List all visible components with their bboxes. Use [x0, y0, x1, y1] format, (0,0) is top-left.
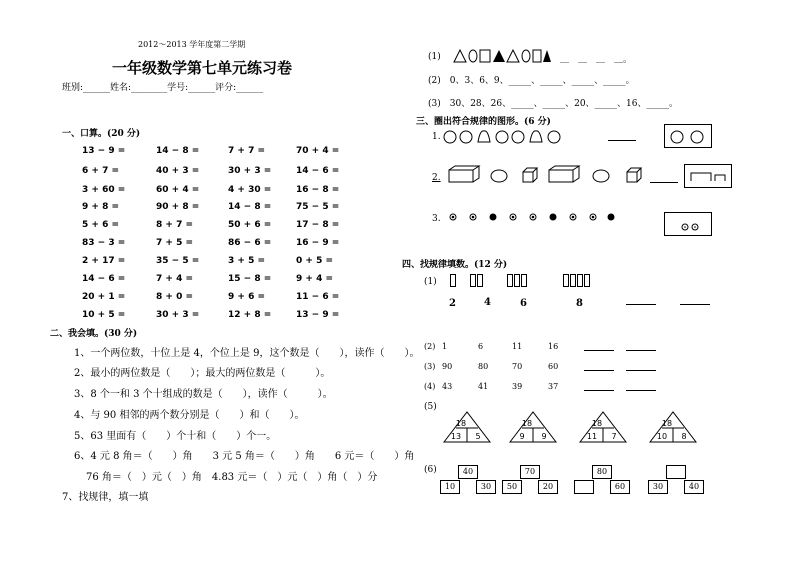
- sequence-label: (4): [424, 382, 436, 391]
- calc-item: 8 + 7 =: [156, 220, 194, 230]
- calc-item: 60 + 4 =: [156, 185, 200, 195]
- pyramid-top-box: 40: [458, 465, 478, 479]
- sequence-blank: [626, 370, 656, 371]
- triangle-right-value: 5: [475, 432, 481, 441]
- question-4: 4、与 90 相邻的两个数分别是（ ）和（ ）。: [74, 410, 305, 421]
- calc-item: 35 − 5 =: [156, 256, 200, 266]
- s3-item-2-label: 2.: [432, 173, 441, 183]
- calc-item: 3 + 5 =: [228, 256, 266, 266]
- pyramid-left-box: 10: [440, 480, 460, 494]
- calc-item: 4 + 30 =: [228, 185, 272, 195]
- calc-item: 83 − 3 =: [82, 238, 126, 248]
- section-1-heading: 一、口算。(20 分): [62, 129, 141, 139]
- sequence-blank: [584, 370, 614, 371]
- s4-1-num: 6: [520, 298, 527, 309]
- calc-item: 9 + 6 =: [228, 292, 266, 302]
- s4-1-blank: [626, 304, 656, 305]
- pyramid-right-box: 30: [476, 480, 496, 494]
- pyramid-top-box: [666, 465, 686, 479]
- triangle-left-value: 11: [586, 432, 598, 441]
- block-row-icon: [447, 164, 647, 186]
- triangle-left-value: 13: [450, 432, 462, 441]
- sequence-number: 39: [512, 382, 523, 391]
- pyramid-left-box: 30: [648, 480, 668, 494]
- pattern-2: (2) 0、3、6、9、_____、_____、_____、_____。: [428, 76, 635, 86]
- calc-item: 13 − 9 =: [82, 146, 126, 156]
- calc-item: 5 + 6 =: [82, 220, 120, 230]
- section-4-heading: 四、找规律填数。(12 分): [402, 260, 508, 270]
- calc-item: 90 + 8 =: [156, 202, 200, 212]
- s4-1-num: 2: [449, 298, 456, 309]
- sequence-number: 1: [442, 342, 448, 351]
- triangle-top-value: 18: [521, 419, 533, 428]
- calc-item: 17 − 8 =: [296, 220, 340, 230]
- s3-2-choice-box: [684, 164, 732, 188]
- calc-item: 16 − 9 =: [296, 238, 340, 248]
- s3-3-choice-box: [664, 212, 712, 236]
- calc-item: 7 + 4 =: [156, 274, 194, 284]
- fruit-choice-icon: [665, 125, 711, 147]
- question-1: 1、一个两位数，十位上是 4，个位上是 9，这个数是（ ），读作（ ）。: [74, 348, 420, 359]
- calc-item: 50 + 6 =: [228, 220, 272, 230]
- abacus-group-3: [507, 272, 528, 291]
- dot-row-icon: [447, 210, 617, 224]
- calc-item: 10 + 5 =: [82, 310, 126, 320]
- pyramid-right-box: 40: [684, 480, 704, 494]
- s4-5-label: (5): [424, 402, 437, 412]
- number-triangle: [508, 410, 558, 444]
- calc-item: 14 − 6 =: [296, 166, 340, 176]
- question-5: 5、63 里面有（ ）个十和（ ）个一。: [74, 431, 277, 442]
- student-info-line: 班别:______姓名:________学号:______评分:______: [62, 83, 264, 93]
- sequence-number: 37: [548, 382, 559, 391]
- calc-item: 30 + 3 =: [156, 310, 200, 320]
- calc-item: 14 − 8 =: [156, 146, 200, 156]
- s4-1-label: (1): [424, 277, 437, 287]
- calc-item: 15 − 8 =: [228, 274, 272, 284]
- sequence-number: 80: [478, 362, 489, 371]
- pyramid-left-box: 50: [502, 480, 522, 494]
- triangle-top-value: 18: [661, 419, 673, 428]
- pattern-3: (3) 30、28、26、_____、_____、20、_____、16、_____。: [428, 99, 679, 109]
- calc-item: 7 + 7 =: [228, 146, 266, 156]
- sequence-number: 43: [442, 382, 453, 391]
- sequence-number: 70: [512, 362, 523, 371]
- sequence-blank: [584, 350, 614, 351]
- triangle-left-value: 9: [519, 432, 525, 441]
- calc-item: 86 − 6 =: [228, 238, 272, 248]
- triangle-right-value: 8: [681, 432, 687, 441]
- s3-item-1-label: 1.: [432, 132, 441, 142]
- triangle-top-value: 18: [591, 419, 603, 428]
- calc-item: 0 + 5 =: [296, 256, 334, 266]
- abacus-group-4: [563, 272, 591, 291]
- s4-1-num: 4: [484, 297, 491, 308]
- sequence-blank: [584, 390, 614, 391]
- sequence-label: (3): [424, 362, 436, 371]
- s3-1-choice-box: [664, 124, 712, 148]
- calc-item: 9 + 8 =: [82, 202, 120, 212]
- block-choice-icon: [685, 165, 731, 187]
- pyramid-left-box: [574, 480, 594, 494]
- calc-item: 14 − 6 =: [82, 274, 126, 284]
- sequence-blank: [626, 390, 656, 391]
- question-2: 2、最小的两位数是（ ）；最大的两位数是（ ）。: [74, 368, 331, 379]
- abacus-group-1: [450, 272, 457, 291]
- s4-6-label: (6): [424, 465, 437, 475]
- calc-item: 16 − 8 =: [296, 185, 340, 195]
- sequence-number: 60: [548, 362, 559, 371]
- calc-item: 14 − 8 =: [228, 202, 272, 212]
- pyramid-right-box: 20: [538, 480, 558, 494]
- section-2-heading: 二、我会填。(30 分): [50, 329, 138, 339]
- term-subtitle: 2012～2013 学年度第二学期: [138, 40, 246, 49]
- calc-item: 12 + 8 =: [228, 310, 272, 320]
- sequence-label: (2): [424, 342, 436, 351]
- sequence-blank: [626, 350, 656, 351]
- question-3: 3、8 个一和 3 个十组成的数是（ ），读作（ ）。: [74, 389, 333, 400]
- sequence-number: 6: [478, 342, 484, 351]
- calc-item: 2 + 17 =: [82, 256, 126, 266]
- abacus-group-2: [470, 272, 484, 291]
- question-6a: 6、4 元 8 角＝（ ）角 3 元 5 角＝（ ）角 6 元＝（ ）角: [74, 451, 415, 462]
- shape-pattern-icon: [452, 48, 552, 64]
- calc-item: 8 + 0 =: [156, 292, 194, 302]
- calc-item: 30 + 3 =: [228, 166, 272, 176]
- pyramid-top-box: 70: [520, 465, 540, 479]
- section-3-heading: 三、圈出符合规律的图形。(6 分): [416, 117, 551, 127]
- s3-item-3-label: 3.: [432, 214, 441, 224]
- calc-item: 3 + 60 =: [82, 185, 126, 195]
- pyramid-right-box: 60: [610, 480, 630, 494]
- triangle-right-value: 9: [541, 432, 547, 441]
- triangle-right-value: 7: [611, 432, 617, 441]
- sequence-number: 90: [442, 362, 453, 371]
- pattern-1-blanks: ＿ ＿ ＿ ＿。: [560, 55, 633, 65]
- calc-item: 6 + 7 =: [82, 166, 120, 176]
- calc-item: 70 + 4 =: [296, 146, 340, 156]
- question-7: 7、找规律，填一填: [62, 492, 149, 503]
- number-triangle: [648, 410, 698, 444]
- sequence-number: 41: [478, 382, 489, 391]
- calc-item: 7 + 5 =: [156, 238, 194, 248]
- s3-1-blank: [608, 140, 636, 141]
- page-title: 一年级数学第七单元练习卷: [112, 59, 293, 77]
- fruit-row-icon: [442, 126, 572, 146]
- calc-item: 11 − 6 =: [296, 292, 340, 302]
- sequence-number: 11: [512, 342, 523, 351]
- calc-item: 9 + 4 =: [296, 274, 334, 284]
- triangle-top-value: 18: [455, 419, 467, 428]
- dot-choice-icon: [665, 213, 711, 235]
- calc-item: 13 − 9 =: [296, 310, 340, 320]
- sequence-number: 16: [548, 342, 559, 351]
- question-6b: 76 角＝（ ）元（ ）角 4.83 元＝（ ）元（ ）角（ ）分: [86, 472, 378, 483]
- number-triangle: [578, 410, 628, 444]
- pattern-1-label: (1): [428, 52, 441, 62]
- calc-item: 75 − 5 =: [296, 202, 340, 212]
- triangle-left-value: 10: [656, 432, 668, 441]
- pyramid-top-box: 80: [592, 465, 612, 479]
- s3-2-blank: [650, 182, 678, 183]
- s4-1-blank: [680, 304, 710, 305]
- calc-item: 20 + 1 =: [82, 292, 126, 302]
- s4-1-num: 8: [576, 298, 583, 309]
- number-triangle: [442, 410, 492, 444]
- calc-item: 40 + 3 =: [156, 166, 200, 176]
